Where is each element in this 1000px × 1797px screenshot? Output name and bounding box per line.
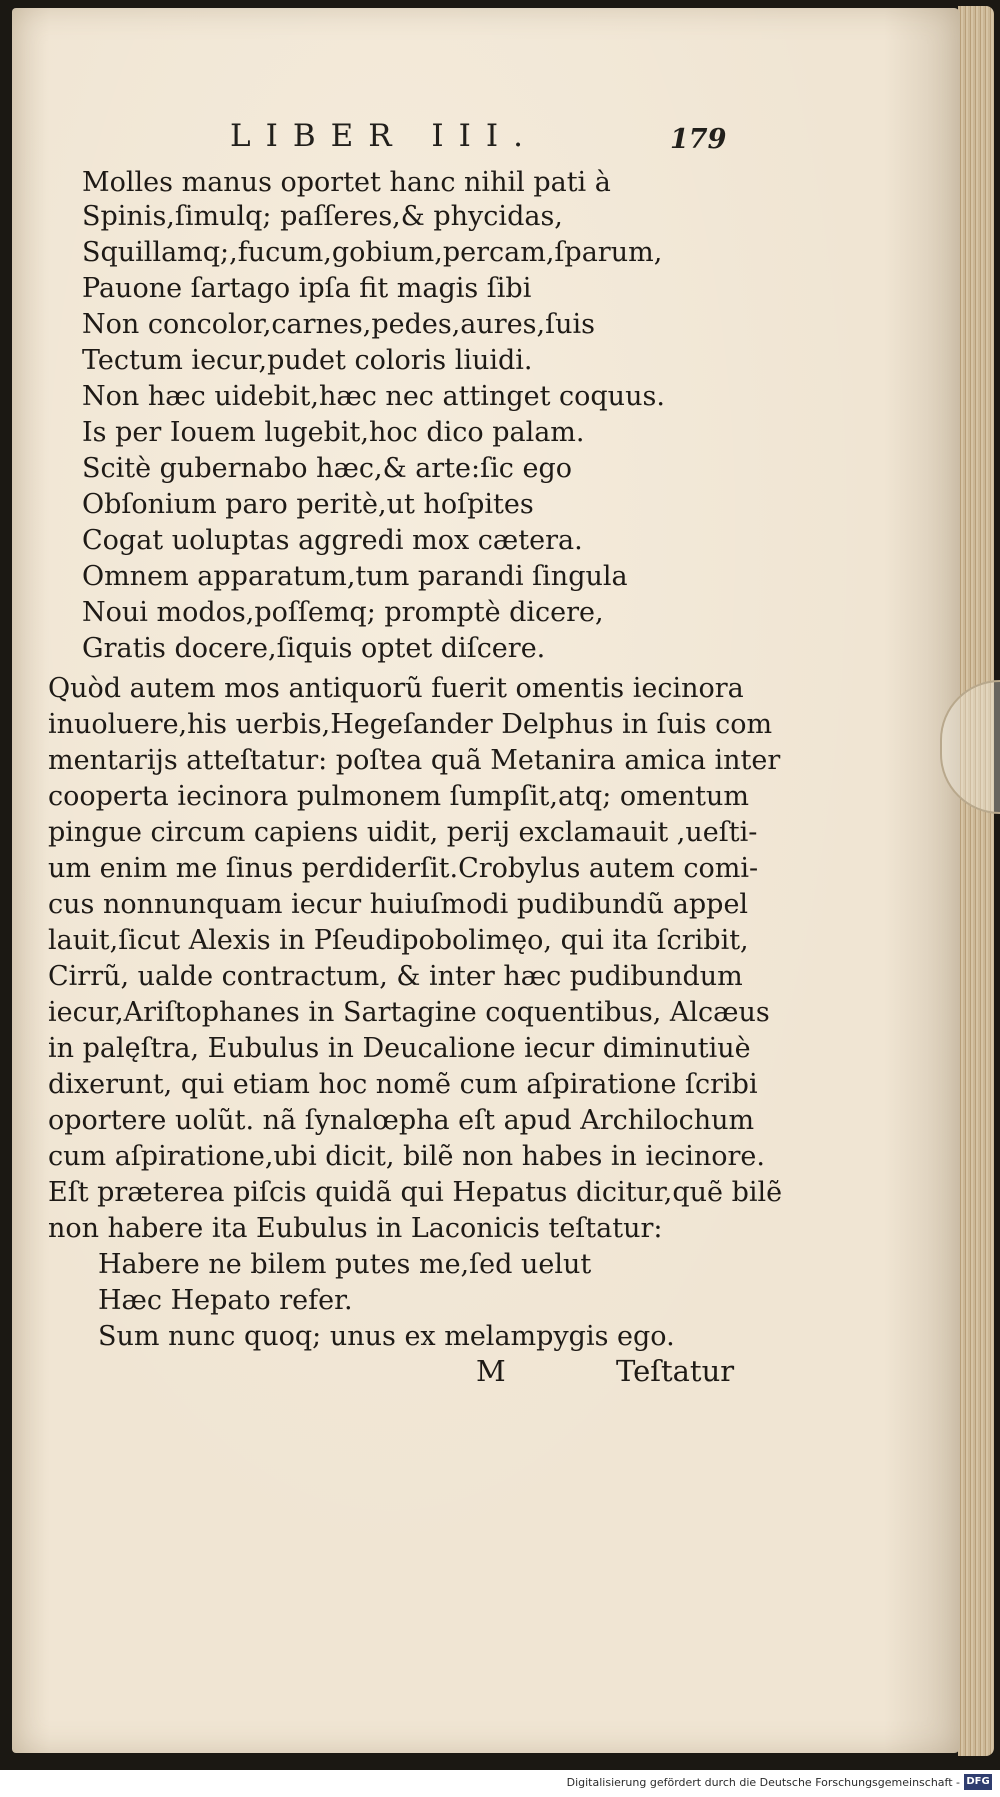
verse-line: Pauone ſartago ipſa fit magis ſibi [82,273,532,304]
verse-line: Hæc Hepato refer. [98,1285,353,1316]
verse-line: Spinis,ſimulq; paſſeres,& phycidas, [82,201,563,232]
page-edges [958,6,994,1756]
prose-line: cum aſpiratione,ubi dicit, bilẽ non habes in iecinore. [48,1141,765,1172]
prose-line: um enim me ſinus perdiderſit.Crobylus autem comi- [48,853,759,884]
prose-line: oportere uolũt. nã ſynalœpha eſt apud Archilochum [48,1105,755,1136]
verse-line: Obſonium paro peritè,ut hoſpites [82,489,534,520]
verse-line: Cogat uoluptas aggredi mox cætera. [82,525,583,556]
prose-line: lauit,ſicut Alexis in Pſeudipobolimęo, qui ita ſcribit, [48,925,749,956]
running-head: LIBER III. [230,118,539,154]
prose-line: pingue circum capiens uidit, perij exclamauit ,ueſti- [48,817,758,848]
prose-line: cus nonnunquam iecur huiuſmodi pudibundũ appel [48,889,749,920]
verse-line: Non hæc uidebit,hæc nec attinget coquus. [82,381,665,412]
book-page [12,8,960,1753]
prose-line: Eſt præterea piſcis quidã qui Hepatus dicitur,quẽ bilẽ [48,1177,783,1208]
verse-line: Scitè gubernabo hæc,& arte:ſic ego [82,453,572,484]
prose-line: inuoluere,his uerbis,Hegeſander Delphus in ſuis com [48,709,773,740]
prose-line: iecur,Ariſtophanes in Sartagine coquentibus, Alcæus [48,997,770,1028]
funding-notice: Digitalisierung gefördert durch die Deutsche Forschungsgemeinschaft - [566,1776,960,1789]
signature-mark: M [476,1354,506,1388]
dfg-logo-icon: DFG [964,1774,992,1790]
page-text [12,8,960,1753]
prose-line: dixerunt, qui etiam hoc nomẽ cum aſpiratione ſcribi [48,1069,758,1100]
prose-line: cooperta iecinora pulmonem ſumpſit,atq; omentum [48,781,749,812]
verse-line: Gratis docere,ſiquis optet diſcere. [82,633,546,664]
verse-line: Noui modos,poſſemq; promptè dicere, [82,597,604,628]
verse-line: Tectum iecur,pudet coloris liuidi. [82,345,533,376]
catchword: Teſtatur [616,1354,735,1388]
verse-line: Sum nunc quoq; unus ex melampygis ego. [98,1321,675,1352]
page-number: 179 [670,124,727,155]
prose-line: non habere ita Eubulus in Laconicis teſtatur: [48,1213,663,1244]
prose-line: Cirrũ, ualde contractum, & inter hæc pudibundum [48,961,743,992]
prose-line: in palęſtra, Eubulus in Deucalione iecur diminutiuè [48,1033,751,1064]
prose-line: mentarijs atteſtatur: poſtea quã Metanira amica inter [48,745,781,776]
verse-line: Is per Iouem lugebit,hoc dico palam. [82,417,585,448]
prose-line: Quòd autem mos antiquorũ fuerit omentis iecinora [48,673,744,704]
footer-bar [0,1770,1000,1797]
verse-line: Molles manus oportet hanc nihil pati à [82,167,611,198]
verse-line: Squillamq;,fucum,gobium,percam,ſparum, [82,237,663,268]
verse-line: Non concolor,carnes,pedes,aures,ſuis [82,309,595,340]
verse-line: Habere ne bilem putes me,ſed uelut [98,1249,592,1280]
verse-line: Omnem apparatum,tum parandi ſingula [82,561,628,592]
